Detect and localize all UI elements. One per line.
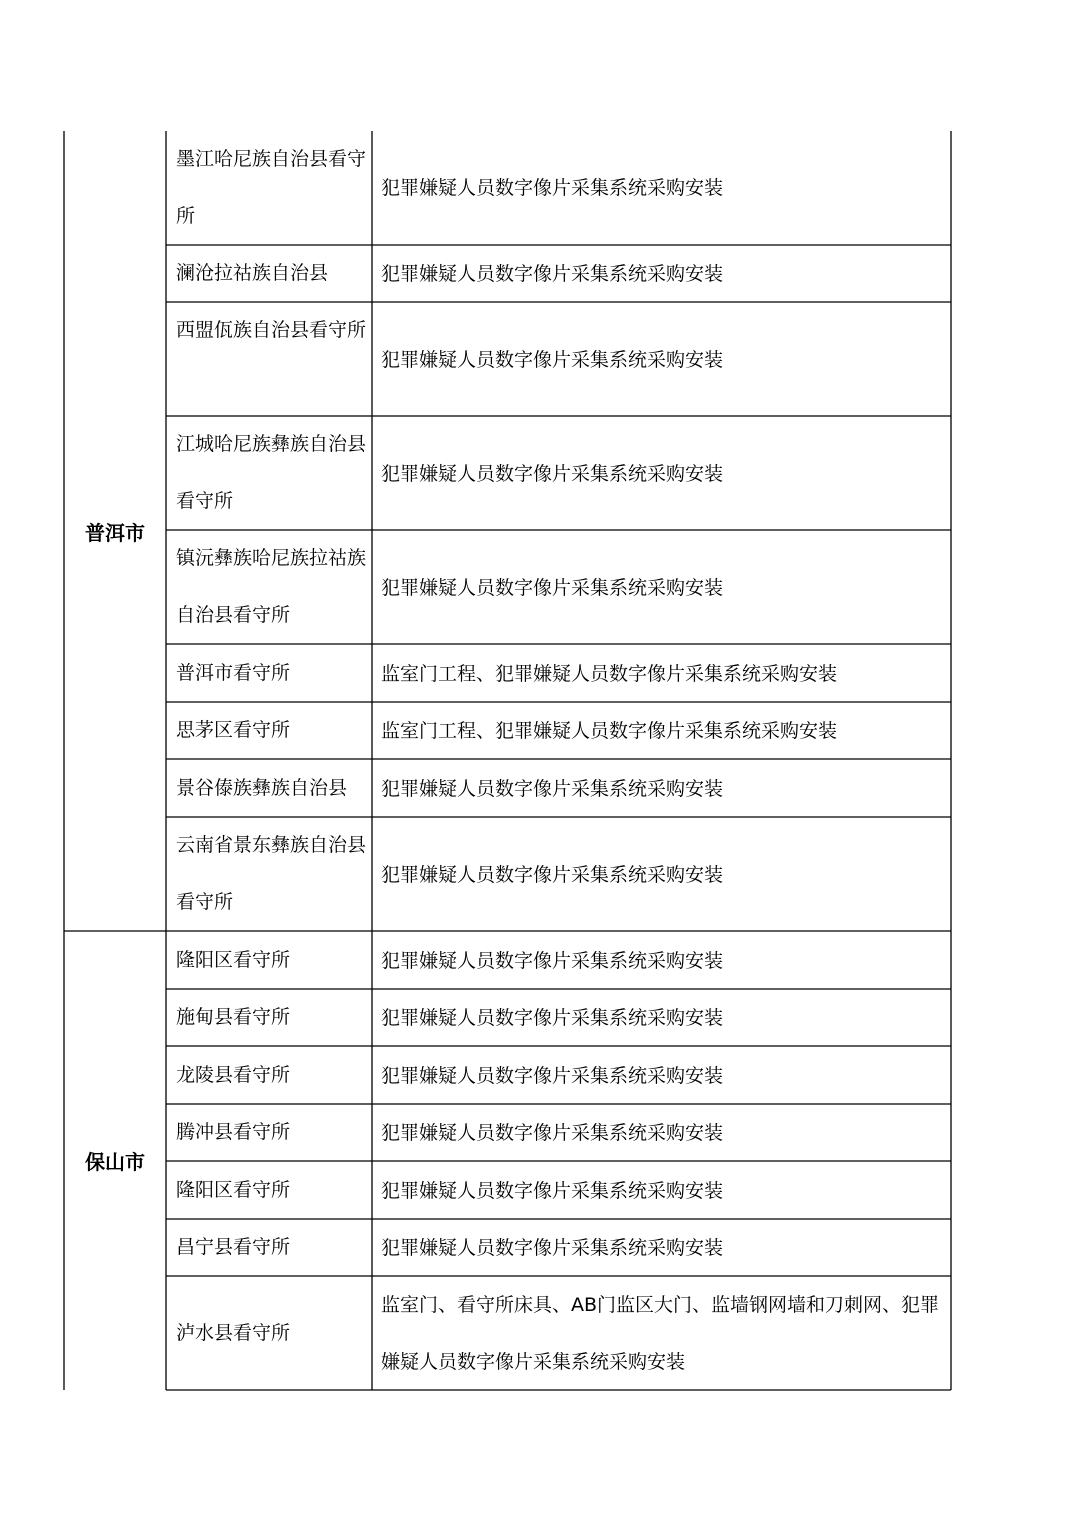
unit-cell: 隆阳区看守所 — [176, 1179, 291, 1201]
unit-cell: 景谷傣族彝族自治县 — [176, 777, 348, 799]
item-cell: 监室门工程、犯罪嫌疑人员数字像片采集系统采购安装 — [381, 663, 838, 685]
item-cell: 犯罪嫌疑人员数字像片采集系统采购安装 — [381, 1122, 724, 1144]
unit-cell: 西盟佤族自治县看守所 — [176, 319, 367, 341]
city-label-puer: 普洱市 — [85, 521, 145, 545]
item-cell: 监室门工程、犯罪嫌疑人员数字像片采集系统采购安装 — [381, 720, 838, 742]
unit-cell: 墨江哈尼族自治县看守所 — [176, 148, 367, 227]
item-cell: 犯罪嫌疑人员数字像片采集系统采购安装 — [381, 1007, 724, 1029]
unit-cell: 澜沧拉祜族自治县 — [176, 262, 329, 284]
unit-cell: 龙陵县看守所 — [176, 1064, 291, 1086]
unit-cell: 江城哈尼族彝族自治县看守所 — [176, 433, 367, 512]
unit-cell: 施甸县看守所 — [176, 1006, 291, 1028]
item-cell: 犯罪嫌疑人员数字像片采集系统采购安装 — [381, 778, 724, 800]
unit-cell: 昌宁县看守所 — [176, 1236, 291, 1258]
unit-cell: 云南省景东彝族自治县看守所 — [176, 834, 367, 913]
unit-cell: 隆阳区看守所 — [176, 949, 291, 971]
item-cell: 犯罪嫌疑人员数字像片采集系统采购安装 — [381, 463, 724, 485]
item-cell: 犯罪嫌疑人员数字像片采集系统采购安装 — [381, 577, 724, 599]
unit-cell: 思茅区看守所 — [176, 719, 291, 741]
unit-cell: 泸水县看守所 — [176, 1322, 291, 1344]
item-cell: 犯罪嫌疑人员数字像片采集系统采购安装 — [381, 349, 724, 371]
unit-cell: 腾冲县看守所 — [176, 1121, 291, 1143]
item-cell: 监室门、看守所床具、AB门监区大门、监墙钢网墙和刀刺网、犯罪嫌疑人员数字像片采集系统采购安装 — [381, 1294, 940, 1373]
item-cell: 犯罪嫌疑人员数字像片采集系统采购安装 — [381, 177, 724, 199]
unit-cell: 镇沅彝族哈尼族拉祜族自治县看守所 — [176, 547, 367, 626]
city-label-baoshan: 保山市 — [85, 1150, 145, 1174]
item-cell: 犯罪嫌疑人员数字像片采集系统采购安装 — [381, 864, 724, 886]
item-cell: 犯罪嫌疑人员数字像片采集系统采购安装 — [381, 950, 724, 972]
item-cell: 犯罪嫌疑人员数字像片采集系统采购安装 — [381, 263, 724, 285]
item-cell: 犯罪嫌疑人员数字像片采集系统采购安装 — [381, 1180, 724, 1202]
item-cell: 犯罪嫌疑人员数字像片采集系统采购安装 — [381, 1065, 724, 1087]
unit-cell: 普洱市看守所 — [176, 662, 291, 684]
item-cell: 犯罪嫌疑人员数字像片采集系统采购安装 — [381, 1237, 724, 1259]
